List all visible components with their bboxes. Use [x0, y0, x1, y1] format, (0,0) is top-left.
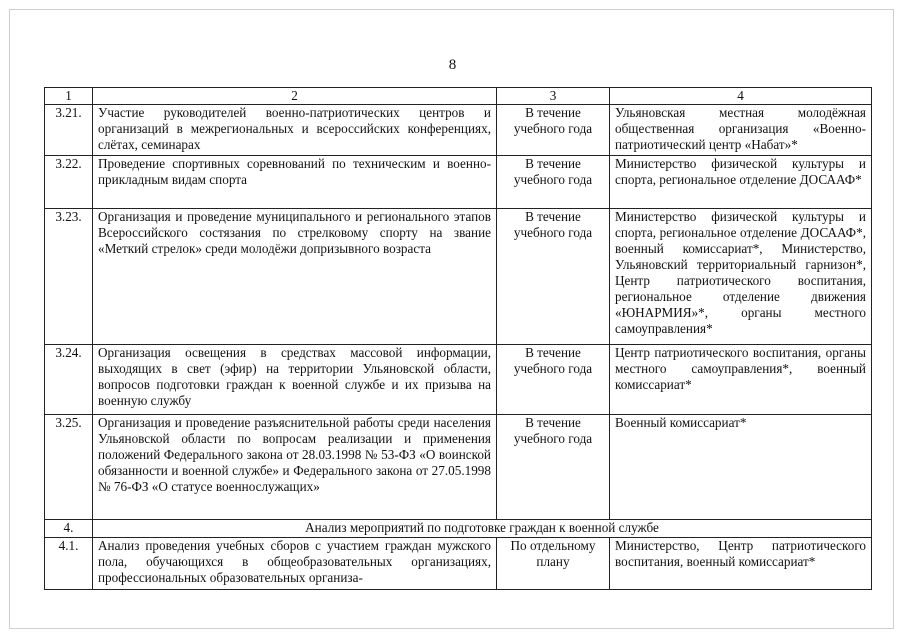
table-row — [45, 209, 872, 345]
term-text: В течение учебного года — [497, 156, 610, 209]
row-number: 3.25. — [45, 415, 93, 520]
row-number: 3.23. — [45, 209, 93, 345]
table-row — [45, 538, 872, 590]
event-text: Участие руководителей военно-патриотических центров и организаций в межрегиональных и всероссийских конференциях, слётах, семинарах — [93, 105, 497, 156]
term-text: В течение учебного года — [497, 105, 610, 156]
event-text: Организация освещения в средствах массовой информации, выходящих в свет (эфир) на территории Ульяновской области, вопросов подготовки граждан к военной службе и их призыва на военную службу — [93, 345, 497, 415]
term-text: По отдельному плану — [497, 538, 610, 590]
section-row — [45, 520, 872, 538]
executors-text: Министерство физической культуры и спорта, региональное отделение ДОСААФ*, военный комиссариат*, Министерство, Ульяновский территориальный гарнизон*, Центр патриотического воспитания, региональное отделение движения «ЮНАРМИЯ»*, органы местного самоуправления* — [610, 209, 872, 345]
executors-text: Министерство, Центр патриотического воспитания, военный комиссариат* — [610, 538, 872, 590]
table-header-row — [45, 88, 872, 105]
executors-text: Военный комиссариат* — [610, 415, 872, 520]
table-row — [45, 156, 872, 209]
row-number: 3.24. — [45, 345, 93, 415]
event-text: Организация и проведение муниципального и регионального этапов Всероссийского состязания по стрелковому спорту на звание «Меткий стрелок» среди молодёжи допризывного возраста — [93, 209, 497, 345]
row-number: 3.22. — [45, 156, 93, 209]
table-row — [45, 105, 872, 156]
term-text: В течение учебного года — [497, 209, 610, 345]
events-table — [44, 87, 872, 590]
event-text: Анализ проведения учебных сборов с участием граждан мужского пола, обучающихся в общеобразовательных организациях, профессиональных образовательных организа- — [93, 538, 497, 590]
header-col-4: 4 — [610, 88, 872, 105]
row-number: 4.1. — [45, 538, 93, 590]
table-row — [45, 415, 872, 520]
term-text: В течение учебного года — [497, 415, 610, 520]
executors-text: Центр патриотического воспитания, органы местного самоуправления*, военный комиссариат* — [610, 345, 872, 415]
term-text: В течение учебного года — [497, 345, 610, 415]
event-text: Проведение спортивных соревнований по техническим и военно-прикладным видам спорта — [93, 156, 497, 209]
executors-text: Ульяновская местная молодёжная общественная организация «Военно-патриотический центр «Набат»* — [610, 105, 872, 156]
row-number: 3.21. — [45, 105, 93, 156]
section-title: Анализ мероприятий по подготовке граждан к военной службе — [93, 520, 872, 538]
section-number: 4. — [45, 520, 93, 538]
table-row — [45, 345, 872, 415]
header-col-3: 3 — [497, 88, 610, 105]
event-text: Организация и проведение разъяснительной работы среди населения Ульяновской области по вопросам реализации и применения положений Федерального закона от 28.03.1998 № 53-ФЗ «О воинской обязанности и военной службе» и Федерального закона от 27.05.1998 № 76-ФЗ «О статусе военнослужащих» — [93, 415, 497, 520]
header-col-1: 1 — [45, 88, 93, 105]
header-col-2: 2 — [93, 88, 497, 105]
executors-text: Министерство физической культуры и спорта, региональное отделение ДОСААФ* — [610, 156, 872, 209]
page-number: 8 — [448, 57, 457, 73]
